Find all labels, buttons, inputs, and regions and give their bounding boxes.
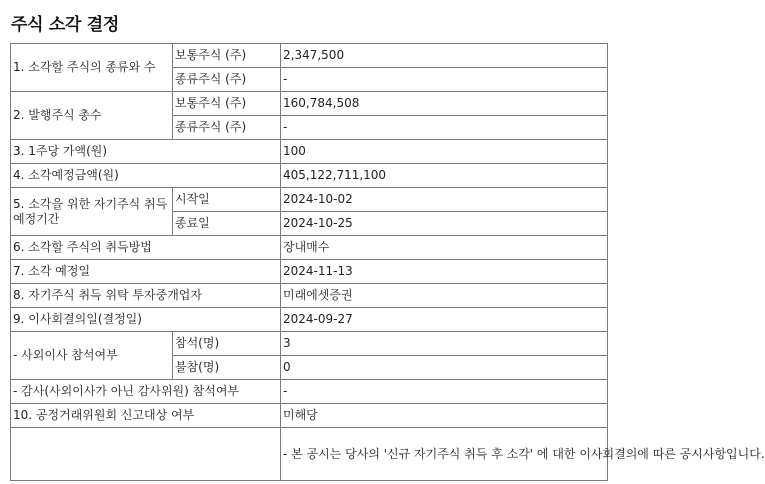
cell-value: 2024-10-02	[281, 188, 608, 212]
table-row	[11, 308, 608, 332]
sub-label: 보통주식 (주)	[173, 44, 281, 68]
table-row	[11, 260, 608, 284]
cell-value: 미래에셋증권	[281, 284, 608, 308]
row-label: 9. 이사회결의일(결정일)	[11, 308, 281, 332]
row-label	[11, 428, 281, 481]
sub-label: 종류주식 (주)	[173, 116, 281, 140]
row-label: 10. 공정거래위원회 신고대상 여부	[11, 404, 281, 428]
cell-value: 2,347,500	[281, 44, 608, 68]
row-label: 2. 발행주식 총수	[11, 92, 173, 140]
sub-label: 시작일	[173, 188, 281, 212]
row-label: 4. 소각예정금액(원)	[11, 164, 281, 188]
cell-value: 3	[281, 332, 608, 356]
row-label: - 감사(사외이사가 아닌 감사위원) 참석여부	[11, 380, 281, 404]
sub-label: 불참(명)	[173, 356, 281, 380]
table-row	[11, 284, 608, 308]
page-title: 주식 소각 결정	[11, 15, 119, 35]
table-row	[11, 188, 608, 212]
cell-value: -	[281, 116, 608, 140]
disclosure-table	[10, 43, 765, 481]
cell-value: 0	[281, 356, 608, 380]
table-row	[11, 332, 608, 356]
sub-label: 참석(명)	[173, 332, 281, 356]
cell-value: 장내매수	[281, 236, 608, 260]
cell-value: -	[281, 380, 608, 404]
table-row	[11, 380, 608, 404]
sub-label: 보통주식 (주)	[173, 92, 281, 116]
cell-value: 2024-10-25	[281, 212, 608, 236]
row-label: 1. 소각할 주식의 종류와 수	[11, 44, 173, 92]
table-row	[11, 164, 608, 188]
table-row	[11, 140, 608, 164]
table-row	[11, 44, 608, 68]
row-label: 3. 1주당 가액(원)	[11, 140, 281, 164]
note-text: - 본 공시는 당사의 '신규 자기주식 취득 후 소각' 에 대한 이사회결의에 따른 공시사항입니다.	[281, 428, 608, 481]
cell-value: 405,122,711,100	[281, 164, 608, 188]
table-row	[11, 236, 608, 260]
row-label: - 사외이사 참석여부	[11, 332, 173, 380]
sub-label: 종류주식 (주)	[173, 68, 281, 92]
table-row	[11, 92, 608, 116]
cell-value: 미해당	[281, 404, 608, 428]
row-label: 5. 소각을 위한 자기주식 취득 예정기간	[11, 188, 173, 236]
table-row	[11, 404, 608, 428]
row-label: 6. 소각할 주식의 취득방법	[11, 236, 281, 260]
cell-value: 2024-11-13	[281, 260, 608, 284]
cell-value: 160,784,508	[281, 92, 608, 116]
cell-value: -	[281, 68, 608, 92]
row-label: 7. 소각 예정일	[11, 260, 281, 284]
cell-value: 2024-09-27	[281, 308, 608, 332]
row-label: 8. 자기주식 취득 위탁 투자중개업자	[11, 284, 281, 308]
sub-label: 종료일	[173, 212, 281, 236]
table-row	[11, 428, 608, 481]
cell-value: 100	[281, 140, 608, 164]
